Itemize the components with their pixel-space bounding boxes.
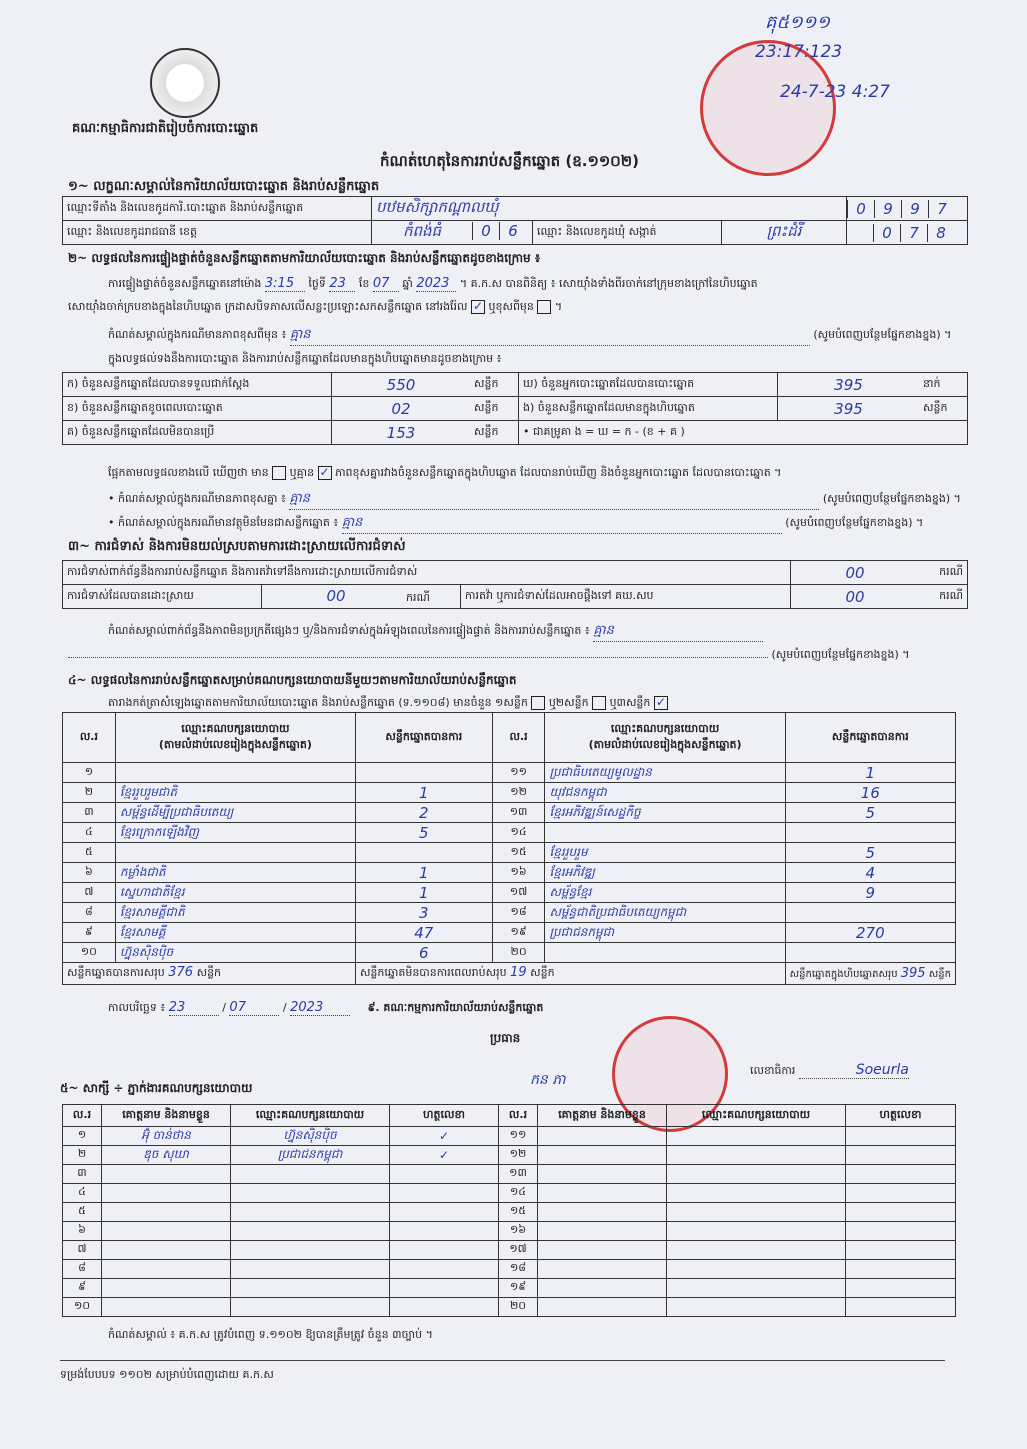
formula-text: • ជាគម្រូគា ង = ឃ = ក - (ខ + គ ) [519, 421, 968, 445]
irregularity-fill-hint: (សូមបំពេញបន្ថែមផ្នែកខាងខ្នង) ។ [68, 648, 910, 664]
witness-signature [390, 1241, 499, 1260]
party-votes: 9 [785, 883, 955, 903]
party-name: កម្លាំងជាតិ [115, 863, 355, 883]
witness-party [667, 1184, 846, 1203]
valid-total: 376 [168, 965, 194, 980]
party-number: ៩ [63, 923, 116, 943]
bullet-foreign-object-note: • កំណត់សម្គាល់ក្នុងករណីមានវត្ថុមិនមែនជាសន្លឹកឆ្នោត ៖ គ្មាន (សូមបំពេញបន្ថែមផ្នែកខាងខ្នង) ។ [108, 514, 923, 534]
party-name: សម្ព័ន្ធខ្មែរ [545, 883, 785, 903]
witness-party [231, 1241, 390, 1260]
different-checkbox[interactable] [537, 300, 551, 314]
witness-name [538, 1241, 667, 1260]
bullet-difference-value: គ្មាន [289, 490, 819, 510]
party-number: ៦ [63, 863, 116, 883]
witness-signature [846, 1127, 956, 1146]
difference-note-value: គ្មាន [290, 326, 810, 346]
footnote: កំណត់សម្គាល់ ៖ គ.ក.ស ត្រូវបំពេញ ទ.១១០២ ឱ្យបានត្រឹមត្រូវ ចំនួន ៣ច្បាប់ ។ [108, 1328, 433, 1341]
party-votes: 4 [785, 863, 955, 883]
witness-name [102, 1184, 231, 1203]
section-2-heading: ២~ លទ្ធផលនៃការផ្ទៀងផ្ទាត់ចំនួនសន្លឹកឆ្នោតតាមការិយាល័យបោះឆ្នោត និងរាប់សន្លឹកឆ្នោតដូចខាងក្រោម ៖ [68, 251, 541, 265]
witness-signature [390, 1298, 499, 1317]
col-no: ល.រ [492, 713, 545, 763]
witness-number: ៥ [63, 1203, 102, 1222]
bullet-difference-note: • កំណត់សម្គាល់ក្នុងករណីមានភាពខុសគ្នា ៖ គ្មាន (សូមបំពេញបន្ថែមផ្នែកខាងខ្នង) ។ [108, 490, 961, 510]
witness-number: ១ [63, 1127, 102, 1146]
party-name: ខ្មែររួបរួម [545, 843, 785, 863]
party-name: ហ្វ៊ុនស៊ិនប៉ិច [115, 943, 355, 963]
witness-number: ១៨ [499, 1260, 538, 1279]
witness-number: ៩ [63, 1279, 102, 1298]
party-votes [355, 843, 492, 863]
col-party: ឈ្មោះគណបក្សនយោបាយ (តាមលំដាប់លេខរៀងក្នុងសន្លឹកឆ្នោត) [545, 713, 785, 763]
valid-total-cell: សន្លឹកឆ្នោតបានការសរុប 376 សន្លឹក [63, 963, 356, 985]
party-name: ខ្មែរក្រោកឡើងវិញ [115, 823, 355, 843]
witness-name [538, 1184, 667, 1203]
party-number: ១២ [492, 783, 545, 803]
witness-row [63, 1241, 956, 1260]
party-votes: 1 [355, 863, 492, 883]
three-sheet-checkbox[interactable]: ✓ [655, 695, 666, 709]
party-result-row [63, 943, 956, 963]
secretary-line: លេខាធិការ Soeurla [750, 1062, 909, 1078]
col-votes: សន្លឹកឆ្នោតបានការ [785, 713, 955, 763]
station-code: 0 9 9 7 [847, 197, 968, 221]
party-name: យុវជនកម្ពុជា [545, 783, 785, 803]
verify-month: 07 [373, 276, 399, 292]
footer-text: ទម្រង់បែបបទ ១១០២ សម្រាប់បំពេញដោយ គ.ក.ស [60, 1368, 274, 1381]
witness-name [102, 1222, 231, 1241]
party-name: ខ្មែរអភិវឌ្ឍន៍សេដ្ឋកិច្ច [545, 803, 785, 823]
witness-name [102, 1260, 231, 1279]
count-row: គ) ចំនួនសន្លឹកឆ្នោតដែលមិនបានប្រើ 153 សន្លឹក • ជាគម្រូគា ង = ឃ = ក - (ខ + គ ) [63, 421, 968, 445]
count-row: ខ) ចំនួនសន្លឹកឆ្នោតខូចពេលបោះឆ្នោត 02 សន្លឹក ង) ចំនួនសន្លឹកឆ្នោតដែលមានក្នុងហិបឆ្នោត 395 សន្លឹក [63, 397, 968, 421]
witness-signature [846, 1165, 956, 1184]
witness-party [231, 1184, 390, 1203]
totals-row [63, 963, 956, 985]
one-sheet-checkbox[interactable] [531, 696, 545, 710]
party-votes: 5 [785, 843, 955, 863]
same-checkbox[interactable]: ✓ [472, 299, 484, 313]
inbox-total-cell: សន្លឹកឆ្នោតក្នុងហិបឆ្នោតសរុប 395 សន្លឹក [785, 963, 955, 985]
witness-signature [846, 1260, 956, 1279]
witness-name [538, 1279, 667, 1298]
witness-signature [846, 1203, 956, 1222]
witness-number: ២០ [499, 1298, 538, 1317]
witness-row [63, 1279, 956, 1298]
party-number: ១៨ [492, 903, 545, 923]
objections-count: 00 [791, 561, 920, 585]
witness-signature [846, 1298, 956, 1317]
party-number: ៨ [63, 903, 116, 923]
witness-party [667, 1222, 846, 1241]
witness-party: ហ្វ៊ុនស៊ិនប៉ិច [231, 1127, 390, 1146]
verification-paragraph-2: សោយ៉ាំងចាក់ក្របខាងក្នុងនៃហិបឆ្នោត ក្រដាសបិទភាសលើសន្លះប្រឡោះសកសន្លឹកឆ្នោត នៅរងរ៉ែល ✓ ឬខុសពីមុន ។ [68, 299, 563, 313]
witness-number: ៧ [63, 1241, 102, 1260]
witness-party [231, 1298, 390, 1317]
invalid-total-cell: សន្លឹកឆ្នោតមិនបានការពេលរាប់សរុប 19 សន្លឹក [355, 963, 785, 985]
signing-year: 2023 [290, 1000, 350, 1016]
party-votes [785, 943, 955, 963]
tally-sheet-line: តារាងកត់ត្រាសំឡេងឆ្នោតតាមការិយាល័យបោះឆ្នោត និងរាប់សន្លឹកឆ្នោត (ទ.១១០៨) មានចំនួន ១សន្លឹក ឬ២សន្លឹក ឬ៣សន្លឹក ✓ [108, 695, 666, 709]
appeal-count: 00 [791, 585, 920, 609]
party-votes: 6 [355, 943, 492, 963]
count-row: ក) ចំនួនសន្លឹកឆ្នោតដែលបានទទួលជាក់ស្តែង 550 សន្លឹក ឃ) ចំនួនអ្នកបោះឆ្នោតដែលបានបោះឆ្នោត 395 នាក់ [63, 373, 968, 397]
appeal-label: ការតវ៉ា ឬការជំទាស់ដែលអាចផ្តឹងទៅ គឃ.សប [461, 585, 791, 609]
objections-table: ការជំទាស់ពាក់ព័ន្ធនឹងការរាប់សន្លឹកឆ្នោត និងការតវ៉ាទៅនឹងការដោះស្រាយលើការជំទាស់ 00 ករណី ការជំទាស់ដែលបានដោះស្រាយ 00 ករណី ការតវ៉ា ឬការជំទាស់ដែលអាចផ្តឹងទៅ គឃ.សប 00 ករណី [62, 560, 968, 609]
party-number: ១ [63, 763, 116, 783]
witness-name [102, 1241, 231, 1260]
party-votes [785, 823, 955, 843]
party-number: ៥ [63, 843, 116, 863]
chair-label: ប្រធាន [490, 1031, 521, 1045]
witness-signature [846, 1146, 956, 1165]
party-name: ប្រជាធិបតេយ្យមូលដ្ឋាន [545, 763, 785, 783]
party-votes: 2 [355, 803, 492, 823]
secretary-signature: Soeurla [799, 1062, 909, 1079]
irregularity-note-value: គ្មាន [593, 622, 763, 642]
witness-signature [390, 1203, 499, 1222]
witness-signature: ✓ [390, 1146, 499, 1165]
party-number: ២ [63, 783, 116, 803]
witness-party [667, 1165, 846, 1184]
chair-signature: កន ភា [530, 1072, 566, 1088]
col-votes: សន្លឹកឆ្នោតបានការ [355, 713, 492, 763]
section-5-heading: ៥~ សាក្សី ÷ ភ្នាក់ងារគណបក្សនយោបាយ [60, 1081, 253, 1095]
party-votes [785, 903, 955, 923]
party-votes: 1 [785, 763, 955, 783]
witness-number: ១៣ [499, 1165, 538, 1184]
witness-party [667, 1241, 846, 1260]
inbox-total: 395 [900, 965, 926, 981]
difference-note: កំណត់សម្គាល់ក្នុងករណីមានភាពខុសពីមុន ៖ គ្មាន (សូមបំពេញបន្ថែមផ្នែកខាងខ្នង) ។ [108, 326, 968, 346]
witness-name: ឌុច សុឃា [102, 1146, 231, 1165]
party-votes: 5 [785, 803, 955, 823]
has-difference-checkbox[interactable] [272, 466, 286, 480]
witness-party [231, 1165, 390, 1184]
party-number: ១៥ [492, 843, 545, 863]
verify-year: 2023 [416, 276, 456, 292]
party-result-row [63, 823, 956, 843]
unused-ballots: 153 [332, 421, 471, 445]
party-name [545, 823, 785, 843]
witness-number: ២ [63, 1146, 102, 1165]
party-number: ៧ [63, 883, 116, 903]
witness-number: ១២ [499, 1146, 538, 1165]
party-name: ខ្មែរសាមគ្គីជាតិ [115, 903, 355, 923]
results-intro: ក្នុងលទ្ធផល់ទងនឹងការបោះឆ្នោត និងការរាប់សន្លឹកឆ្នោតដែលមានក្នុងហិបឆ្នោតមានដូចខាងក្រោម ៖ [108, 352, 502, 365]
party-number: ៣ [63, 803, 116, 823]
party-name: ខ្មែររួបរួមជាតិ [115, 783, 355, 803]
witness-row [63, 1203, 956, 1222]
party-result-row [63, 803, 956, 823]
witness-party [231, 1260, 390, 1279]
station-label: ឈ្មោះទីតាំង និងលេខកូដការិ.បោះឆ្នោត និងរាប់សន្លឹកឆ្នោត [63, 197, 372, 221]
commune-value: ព្រះដំរី [722, 221, 847, 245]
witness-name [102, 1279, 231, 1298]
resolved-count: 00 [326, 586, 346, 605]
party-number: ១៧ [492, 883, 545, 903]
witness-number: ១៧ [499, 1241, 538, 1260]
ballots-in-box: 395 [778, 397, 920, 421]
witness-signature [390, 1165, 499, 1184]
party-result-row [63, 903, 956, 923]
signing-date: កាលបរិច្ឆេទ ៖ 23 / 07 / 2023 ៩. គណៈកម្មការការិយាល័យរាប់សន្លឹកឆ្នោត [108, 1000, 544, 1015]
section-4-heading: ៤~ លទ្ធផលនៃការរាប់សន្លឹកឆ្នោតសម្រាប់គណបក្សនយោបាយនីមួយៗតាមការិយាល័យរាប់សន្លឹកឆ្នោត [68, 673, 517, 687]
section-1-heading: ១~ លក្ខណៈសម្គាល់នៃការិយាល័យបោះឆ្នោត និងរាប់សន្លឹកឆ្នោត [68, 179, 380, 194]
signing-month: 07 [229, 1000, 279, 1016]
comparison-line: ផ្អែកតាមលទ្ធផលខាងលើ ឃើញថា មាន ឬគ្មាន ✓ ភាពខុសគ្នារវាងចំនួនសន្លឹកឆ្នោតក្នុងហិបឆ្នោត ដែលបានរាប់ឃើញ និងចំនួនអ្នកបោះឆ្នោត ដែលបានបោះឆ្នោត ។ [108, 465, 782, 479]
witness-row [63, 1184, 956, 1203]
document-title: កំណត់ហេតុនៃការរាប់សន្លឹកឆ្នោត (ឧ.១១០២) [380, 152, 640, 170]
party-votes: 3 [355, 903, 492, 923]
witness-number: ១០ [63, 1298, 102, 1317]
party-results-table [62, 712, 956, 985]
witness-name [102, 1298, 231, 1317]
witness-name [538, 1203, 667, 1222]
bullet-foreign-object-value: គ្មាន [342, 514, 782, 534]
party-votes: 270 [785, 923, 955, 943]
witness-number: ៤ [63, 1184, 102, 1203]
witness-row [63, 1165, 956, 1184]
ballot-counts-table [62, 372, 968, 445]
witness-table: ល.រ គោត្តនាម និងនាមខ្លួន ឈ្មោះគណបក្សនយោបាយ ហត្ថលេខា ល.រ គោត្តនាម និងនាមខ្លួន ឈ្មោះគណបក្សនយោបាយ ហត្ថលេខា ១ អ៊ុំ ចាន់ថាន ហ្វ៊ុនស៊ិនប៉ិច ✓ ១១ ២ ឌុច សុឃា ប្រជាជនកម្ពុជា ✓ ១២ ៣ ១៣ ៤ ១៤ ៥ ១៥ ៦ ១៦ ៧ ១៧ ៨ ១៨ ៩ ១៩ ១០ ២០ [62, 1104, 956, 1317]
witness-party [667, 1203, 846, 1222]
witness-party [667, 1260, 846, 1279]
party-name [115, 843, 355, 863]
witness-number: ១៤ [499, 1184, 538, 1203]
voters-count: 395 [778, 373, 920, 397]
witness-party [231, 1222, 390, 1241]
witness-name [538, 1260, 667, 1279]
party-number: ៤ [63, 823, 116, 843]
resolved-label: ការជំទាស់ដែលបានដោះស្រាយ [63, 585, 262, 609]
party-number: ១១ [492, 763, 545, 783]
province-value: កំពង់ធំ [402, 221, 442, 240]
witness-number: ១៩ [499, 1279, 538, 1298]
party-number: ១៩ [492, 923, 545, 943]
section-1-table [62, 196, 968, 245]
party-name: ប្រជាជនកម្ពុជា [545, 923, 785, 943]
witness-name [538, 1222, 667, 1241]
witness-party [667, 1298, 846, 1317]
col-no: ល.រ [63, 713, 116, 763]
party-number: ២០ [492, 943, 545, 963]
party-result-row [63, 843, 956, 863]
witness-name [538, 1127, 667, 1146]
two-sheet-checkbox[interactable] [592, 696, 606, 710]
witness-number: ១៦ [499, 1222, 538, 1241]
party-name: សម្ព័ន្ធជាតិប្រជាធិបតេយ្យកម្ពុជា [545, 903, 785, 923]
witness-name: អ៊ុំ ចាន់ថាន [102, 1127, 231, 1146]
station-value: បឋមសិក្សាកណ្តាលឃុំ [372, 197, 847, 221]
province-value-cell: កំពង់ធំ 0 6 [372, 221, 533, 245]
top-note-1: 23:17:123 [755, 42, 843, 62]
witness-row [63, 1127, 956, 1146]
received-ballots: 550 [332, 373, 471, 397]
witness-signature: ✓ [390, 1127, 499, 1146]
party-name [545, 943, 785, 963]
verify-day: 23 [329, 276, 355, 292]
witness-number: ៦ [63, 1222, 102, 1241]
verify-time: 3:15 [265, 276, 305, 292]
party-name: ខ្មែរសាមគ្គី [115, 923, 355, 943]
party-votes: 47 [355, 923, 492, 943]
organization-name: គណៈកម្មាធិការជាតិរៀបចំការបោះឆ្នោត [72, 121, 259, 136]
emblem-logo [150, 48, 220, 118]
commune-label: ឈ្មោះ និងលេខកូដឃុំ សង្កាត់ [533, 221, 722, 245]
col-party: ឈ្មោះគណបក្សនយោបាយ (តាមលំដាប់លេខរៀងក្នុងសន្លឹកឆ្នោត) [115, 713, 355, 763]
party-votes: 1 [355, 783, 492, 803]
top-note-2: 24-7-23 4:27 [780, 82, 890, 102]
witness-party [667, 1127, 846, 1146]
party-name [115, 763, 355, 783]
witness-party [667, 1279, 846, 1298]
party-name: ខ្មែរអភិវឌ្ឍ [545, 863, 785, 883]
witness-party [667, 1146, 846, 1165]
witness-signature [390, 1184, 499, 1203]
no-difference-checkbox[interactable]: ✓ [319, 465, 330, 479]
party-number: ១០ [63, 943, 116, 963]
witness-signature [390, 1222, 499, 1241]
party-name: ស្នេហាជាតិខ្មែរ [115, 883, 355, 903]
witness-row [63, 1260, 956, 1279]
party-result-row [63, 883, 956, 903]
footer-divider [60, 1360, 945, 1361]
witness-row [63, 1298, 956, 1317]
witness-name [538, 1165, 667, 1184]
witness-signature [390, 1279, 499, 1298]
party-votes [355, 763, 492, 783]
witness-party [231, 1203, 390, 1222]
witness-row [63, 1222, 956, 1241]
section-3-heading: ៣~ ការជំទាស់ និងការមិនយល់ស្របតាមការដោះស្រាយលើការជំទាស់ [68, 539, 406, 554]
witness-number: ៨ [63, 1260, 102, 1279]
top-reference: គុ៥១១១ [765, 12, 831, 33]
witness-name [538, 1146, 667, 1165]
commune-code: 0 7 8 [847, 221, 968, 245]
party-result-row [63, 923, 956, 943]
party-number: ១៦ [492, 863, 545, 883]
witness-signature [846, 1222, 956, 1241]
party-number: ១៤ [492, 823, 545, 843]
resolved-cell: 00 ករណី [262, 585, 461, 609]
witness-name [102, 1165, 231, 1184]
witness-name [102, 1203, 231, 1222]
party-votes: 16 [785, 783, 955, 803]
witness-name [538, 1298, 667, 1317]
party-result-row [63, 763, 956, 783]
party-votes: 5 [355, 823, 492, 843]
party-result-row [63, 783, 956, 803]
witness-signature [846, 1184, 956, 1203]
party-number: ១៣ [492, 803, 545, 823]
spoiled-ballots: 02 [332, 397, 471, 421]
witness-number: ៣ [63, 1165, 102, 1184]
witness-signature [846, 1241, 956, 1260]
party-name: សម្ព័ន្ធដើម្បីប្រជាធិបតេយ្យ [115, 803, 355, 823]
party-result-row [63, 863, 956, 883]
witness-number: ១៥ [499, 1203, 538, 1222]
invalid-total: 19 [510, 965, 527, 980]
witness-signature [846, 1279, 956, 1298]
witness-party [231, 1279, 390, 1298]
irregularity-note: កំណត់សម្គាល់ពាក់ព័ន្ធនឹងភាពមិនប្រក្រតីផ្សេងៗ ឬ/និងការជំទាស់ក្នុងអំឡុងពេលនៃការផ្ទៀងផ្ទាត់ និងការរាប់សន្លឹកឆ្នោត ៖ គ្មាន [108, 622, 763, 642]
verification-paragraph: ការផ្ទៀងផ្ទាត់ចំនួនសន្លឹកឆ្នោតនៅម៉ោង 3:15 ថ្ងៃទី 23 ខែ 07 ឆ្នាំ 2023 ។ គ.ក.ស បានពិនិត្យ ៖ សោយ៉ាំងទាំងពីរចាក់នៅក្រុមខាងក្រៅនៃហិបឆ្នោត [108, 276, 758, 291]
party-votes: 1 [355, 883, 492, 903]
witness-signature [390, 1260, 499, 1279]
signing-day: 23 [169, 1000, 219, 1016]
province-label: ឈ្មោះ និងលេខកូដរាជធានី ខេត្ត [63, 221, 372, 245]
witness-party: ប្រជាជនកម្ពុជា [231, 1146, 390, 1165]
witness-row [63, 1146, 956, 1165]
objections-label: ការជំទាស់ពាក់ព័ន្ធនឹងការរាប់សន្លឹកឆ្នោត និងការតវ៉ាទៅនឹងការដោះស្រាយលើការជំទាស់ [63, 561, 791, 585]
witness-number: ១១ [499, 1127, 538, 1146]
